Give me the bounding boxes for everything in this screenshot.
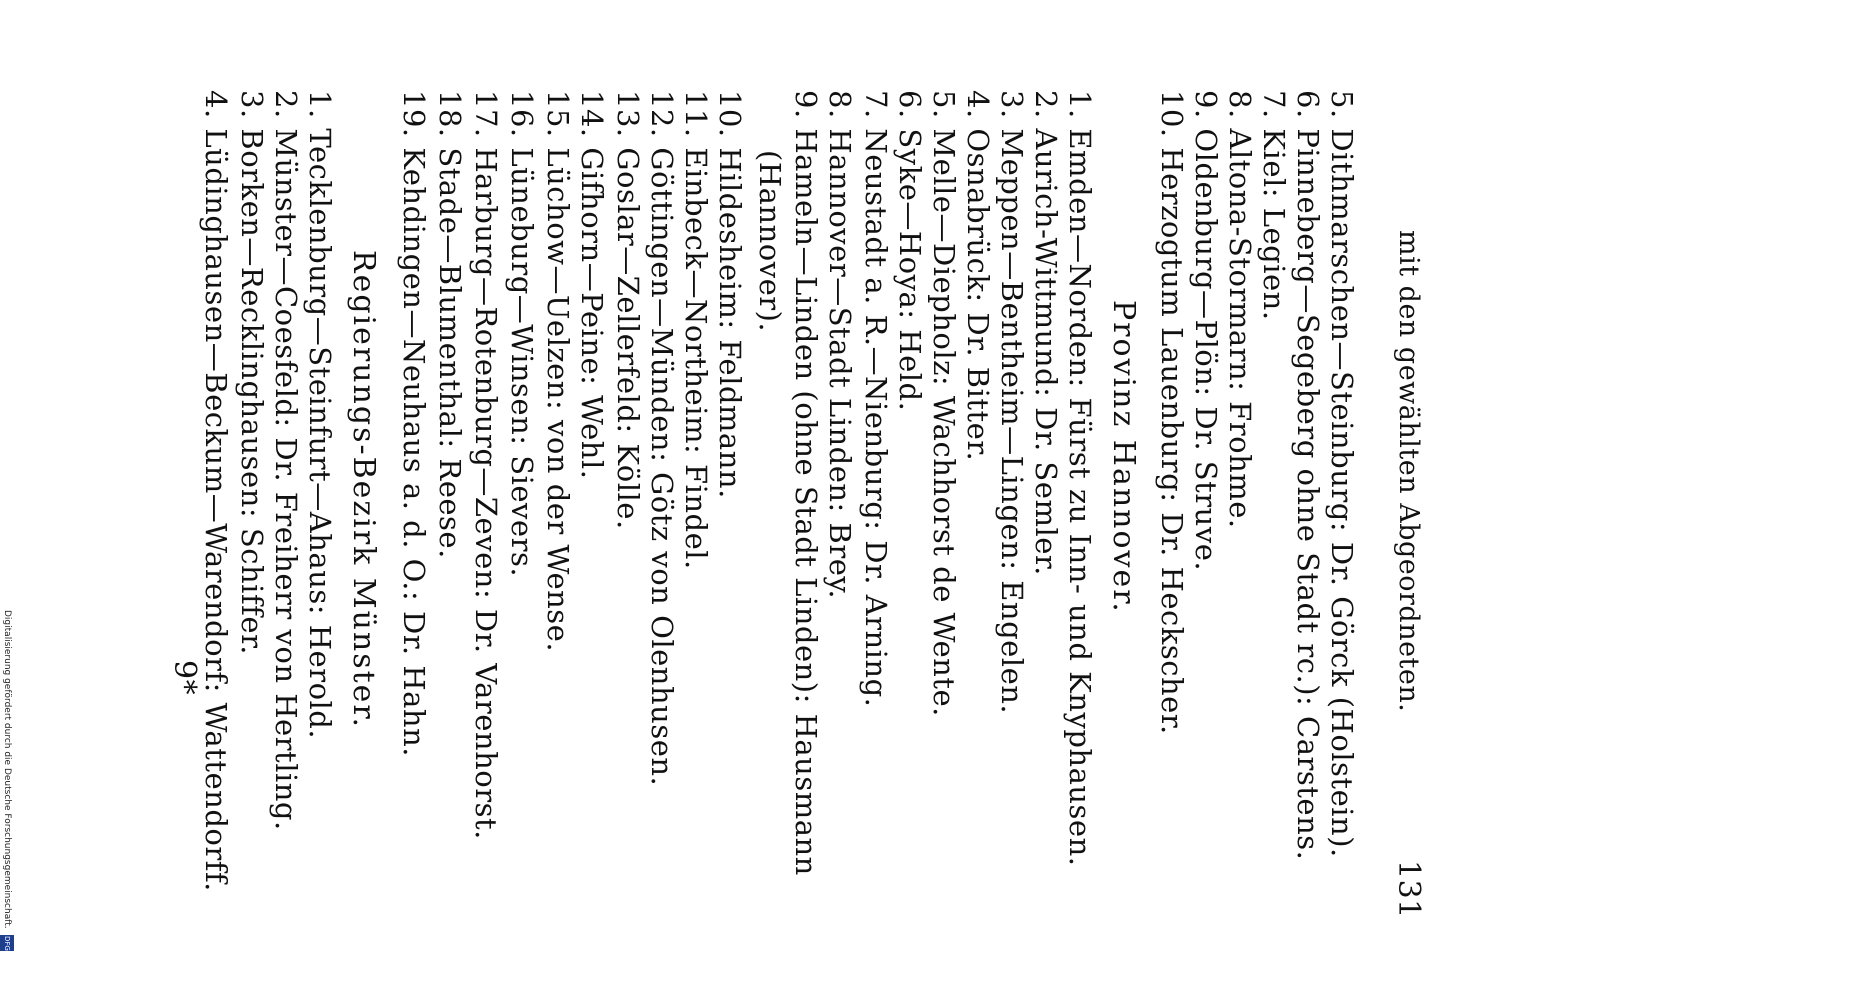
list-item: 7. Neustadt a. R.—Nienburg: Dr. Arning. (859, 90, 893, 708)
dfg-logo: DFG (0, 935, 14, 952)
list-item: 6. Pinneberg—Segeberg ohne Stadt rc.): Carstens. (1291, 90, 1325, 861)
list-item: 18. Stade—Blumenthal: Reese. (433, 90, 467, 559)
list-item: 17. Harburg—Rotenburg—Zeven: Dr. Varenhorst. (469, 90, 503, 840)
section-heading-muenster: Regierungs-Bezirk Münster. (346, 250, 381, 730)
section-heading-hannover: Provinz Hannover. (1106, 300, 1141, 614)
list-item: 10. Hildesheim: Feldmann. (713, 90, 747, 499)
list-item: 9. Hameln—Linden (ohne Stadt Linden): Hausmann (789, 90, 823, 876)
list-item: 16. Lüneburg—Winsen: Sievers. (505, 90, 539, 578)
signature-mark: 9* (167, 660, 202, 696)
list-item: 13. Goslar—Zellerfeld: Kölle. (611, 90, 645, 530)
digitization-credit (0, 610, 14, 1000)
list-item: 7. Kiel: Legien. (1257, 90, 1291, 321)
list-item: 2. Münster—Coesfeld: Dr. Freiherr von Hertling. (269, 90, 303, 831)
page-number: 131 (1391, 860, 1426, 919)
list-item: 15. Lüchow—Uelzen: von der Wense. (541, 90, 575, 653)
list-item: 6. Syke—Hoya: Held. (893, 90, 927, 412)
list-item: 10. Herzogtum Lauenburg: Dr. Heckscher. (1155, 90, 1189, 735)
running-title: mit den gewählten Abgeordneten. (1393, 230, 1424, 713)
list-item: 3. Borken—Recklinghausen: Schiffer. (235, 90, 269, 655)
list-item: 11. Einbeck—Northeim: Findel. (679, 90, 713, 570)
list-item: 1. Emden—Norden: Fürst zu Inn- und Knyphausen. (1063, 90, 1097, 867)
list-item: 5. Melle—Diepholz: Wachhorst de Wente. (927, 90, 961, 717)
credit-text: Digitalisierung gefördert durch die Deutsche Forschungsgemeinschaft. (2, 610, 12, 929)
list-item: 4. Osnabrück: Dr. Bitter. (961, 90, 995, 462)
list-item: 14. Gifhorn—Peine: Wehl. (575, 90, 609, 480)
list-item: 19. Kehdingen—Neuhaus a. d. O.: Dr. Hahn. (397, 90, 431, 757)
list-item: 9. Oldenburg—Plön: Dr. Struve. (1189, 90, 1223, 572)
list-item: 5. Dithmarschen—Steinburg: Dr. Görck (Holstein). (1325, 90, 1359, 858)
list-item: 12. Göttingen—Münden: Götz von Olenhusen. (645, 90, 679, 787)
list-item: 8. Hannover—Stadt Linden: Brey. (823, 90, 857, 600)
list-item: 3. Meppen—Bentheim—Lingen: Engelen. (995, 90, 1029, 715)
list-item: 2. Aurich-Wittmund: Dr. Semler. (1029, 90, 1063, 576)
list-item-continuation: (Hannover). (753, 150, 787, 333)
list-item: 1. Tecklenburg—Steinfurt—Ahaus: Herold. (303, 90, 337, 740)
list-item: 8. Altona-Stormarn: Frohme. (1223, 90, 1257, 529)
list-item: 4. Lüdinghausen—Beckum—Warendorf: Wattendorff. (199, 90, 233, 892)
